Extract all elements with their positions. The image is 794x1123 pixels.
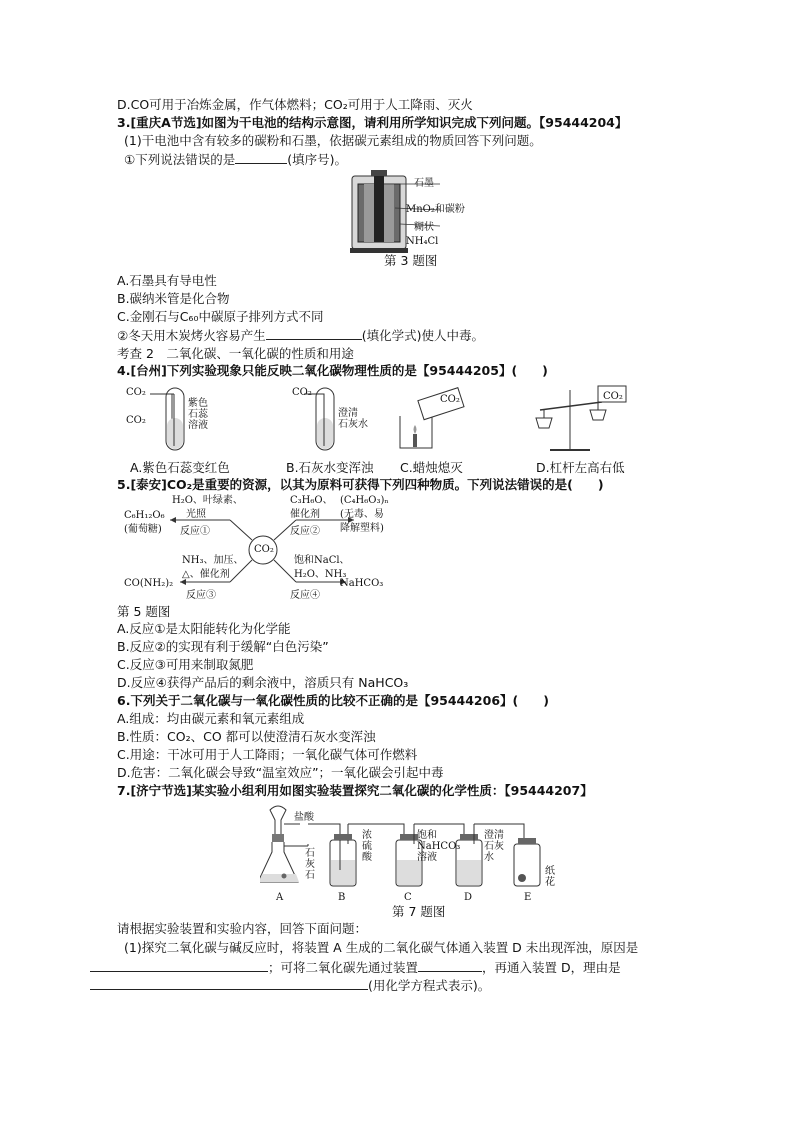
- q4b-gas: CO₂: [292, 387, 312, 398]
- q5-p1-note: (葡萄糖): [124, 524, 162, 535]
- q7-a-solid-2: 灰: [305, 859, 315, 870]
- q7-letter-a: A: [276, 892, 284, 903]
- label-graphite: 石墨: [414, 178, 434, 189]
- q7-d-liquid-1: 澄清: [484, 830, 504, 841]
- q7-b-liquid-1: 浓: [362, 830, 372, 841]
- q7-letter-d: D: [464, 892, 473, 903]
- q7-d-liquid-2: 石灰: [484, 841, 504, 852]
- q4b-liquid-2: 石灰水: [338, 419, 368, 430]
- q5-r2-conditions: C₃H₆O、: [290, 495, 333, 506]
- q7-acid-label: 盐酸: [294, 812, 314, 823]
- fig7-caption: 第 7 题图: [392, 904, 446, 919]
- label-nh4cl: NH₄Cl: [406, 236, 439, 247]
- label-mno2: MnO₂和碳粉: [406, 204, 465, 215]
- q4-option-a: A.紫色石蕊变红色: [130, 460, 230, 475]
- q3-part1-question: [124, 150, 347, 168]
- q5-r2-catalyst: 催化剂: [290, 509, 320, 520]
- q5-r2-label: 反应②: [290, 526, 320, 537]
- q7-d-liquid: [484, 830, 504, 863]
- q7-part1-line3: [90, 976, 490, 994]
- q4b-liquid-label: [338, 408, 368, 430]
- q2-option-d: D.CO可用于冶炼金属，作气体燃料；CO₂可用于人工降雨、灭火: [117, 97, 473, 112]
- q3-part2-suffix: (填化学式)使人中毒。: [361, 328, 484, 343]
- q5-p2-note2: 降解塑料): [340, 523, 384, 534]
- q7-e-item-2: 花: [545, 877, 555, 888]
- q7-c-liquid: [417, 830, 460, 863]
- q4a-liquid-label: [188, 398, 208, 431]
- q4a-gas-mid: CO₂: [126, 415, 146, 426]
- q7-part1-line2: [90, 958, 621, 976]
- q7-stem: 7.[济宁节选]某实验小组利用如图实验装置探究二氧化碳的化学性质：【95444207】: [117, 783, 593, 798]
- q5-option-a: A.反应①是太阳能转化为化学能: [117, 621, 291, 636]
- q3-part1-intro: (1)干电池中含有较多的碳粉和石墨，依据碳元素组成的物质回答下列问题。: [124, 133, 542, 148]
- section-heading: 考查 2 二氧化碳、一氧化碳的性质和用途: [117, 346, 354, 361]
- q7-e-item-1: 纸: [545, 866, 555, 877]
- answer-blank[interactable]: [418, 958, 482, 972]
- q3-part1-prefix: ①下列说法错误的是: [124, 152, 236, 167]
- answer-blank[interactable]: [90, 976, 368, 990]
- q4-option-b: B.石灰水变浑浊: [286, 460, 374, 475]
- q5-option-c: C.反应③可用来制取氮肥: [117, 657, 254, 672]
- q5-r3-heat: △、催化剂: [182, 569, 230, 580]
- q7-part1-mid: ；可将二氧化碳先通过装置: [268, 960, 419, 975]
- q5-p2-note1: (无毒、易: [340, 509, 384, 520]
- q5-r3-conditions: NH₃、加压、: [182, 555, 244, 566]
- q7-letter-b: B: [338, 892, 346, 903]
- q3-stem: 3.[重庆A节选]如图为干电池的结构示意图，请利用所学知识完成下列问题。【95444204】: [117, 115, 628, 130]
- q4c-gas: CO₂: [440, 394, 460, 405]
- q7-b-liquid-3: 酸: [362, 852, 372, 863]
- q7-c-liquid-1: 饱和: [417, 830, 437, 841]
- q7-b-liquid-2: 硫: [362, 841, 372, 852]
- q7-d-liquid-3: 水: [484, 852, 494, 863]
- q6-option-a: A.组成：均由碳元素和氧元素组成: [117, 711, 305, 726]
- answer-blank[interactable]: [235, 150, 287, 164]
- q7-part1: (1)探究二氧化碳与碱反应时，将装置 A 生成的二氧化碳气体通入装置 D 未出现浑浊，原因是: [124, 940, 639, 955]
- q3-part2: [117, 326, 484, 344]
- q4-stem: 4.[台州]下列实验现象只能反映二氧化碳物理性质的是【95444205】( ): [117, 363, 548, 378]
- q7-b-liquid: [362, 830, 372, 863]
- q6-option-b: B.性质：CO₂、CO 都可以使澄清石灰水变浑浊: [117, 729, 376, 744]
- label-paste: 糊状: [414, 222, 434, 233]
- fig3-caption: 第 3 题图: [384, 253, 438, 268]
- q5-r3-label: 反应③: [186, 590, 216, 601]
- q7-c-liquid-3: 溶液: [417, 852, 437, 863]
- q5-r4-water: H₂O、NH₃: [294, 569, 347, 580]
- q6-stem: 6.下列关于二氧化碳与一氧化碳性质的比较不正确的是【95444206】( ): [117, 693, 549, 708]
- q7-a-solid-1: 石: [305, 848, 315, 859]
- q7-a-solid: [305, 848, 315, 881]
- q5-r1-light: 光照: [186, 509, 206, 520]
- q5-r4-label: 反应④: [290, 590, 320, 601]
- q4-option-d: D.杠杆左高右低: [536, 460, 625, 475]
- q6-option-d: D.危害：二氧化碳会导致“温室效应”；一氧化碳会引起中毒: [117, 765, 444, 780]
- q5-r1-conditions: H₂O、叶绿素、: [172, 495, 243, 506]
- q6-option-c: C.用途：干冰可用于人工降雨；一氧化碳气体可作燃料: [117, 747, 418, 762]
- q5-p3: CO(NH₂)₂: [124, 578, 174, 589]
- q5-r1-label: 反应①: [180, 526, 210, 537]
- q3-option-c: C.金刚石与C₆₀中碳原子排列方式不同: [117, 309, 324, 324]
- q3-part1-suffix: (填序号)。: [287, 152, 347, 167]
- q7-e-item: [545, 866, 555, 888]
- q7-c-liquid-2: NaHCO₃: [417, 841, 461, 852]
- q5-p4: NaHCO₃: [340, 578, 384, 589]
- q3-option-a: A.石墨具有导电性: [117, 273, 217, 288]
- q4a-liquid-1: 紫色: [188, 398, 208, 409]
- q4d-gas: CO₂: [603, 391, 623, 402]
- q4a-liquid-3: 溶液: [188, 420, 208, 431]
- q4a-liquid-2: 石蕊: [188, 409, 208, 420]
- answer-blank[interactable]: [90, 958, 268, 972]
- q7-letter-e: E: [524, 892, 532, 903]
- q4-option-c: C.蜡烛熄灭: [400, 460, 463, 475]
- q5-option-b: B.反应②的实现有利于缓解“白色污染”: [117, 639, 329, 654]
- q5-p1: C₆H₁₂O₆: [124, 510, 165, 521]
- q5-center: CO₂: [254, 544, 274, 555]
- q7-intro: 请根据实验装置和实验内容，回答下面问题：: [117, 921, 368, 936]
- q4b-liquid-1: 澄清: [338, 408, 358, 419]
- q5-stem: 5.[泰安]CO₂是重要的资源，以其为原料可获得下列四种物质。下列说法错误的是( ): [117, 477, 604, 492]
- q5-p2: (C₄H₆O₃)ₙ: [340, 495, 389, 506]
- q7-part1-end: (用化学方程式表示)。: [368, 978, 491, 993]
- q5-option-d: D.反应④获得产品后的剩余液中，溶质只有 NaHCO₃: [117, 675, 409, 690]
- q3-option-b: B.碳纳米管是化合物: [117, 291, 230, 306]
- q7-a-solid-3: 石: [305, 870, 315, 881]
- q4a-gas-top: CO₂: [126, 387, 146, 398]
- q5-r4-conditions: 饱和NaCl、: [294, 555, 350, 566]
- q7-letter-c: C: [404, 892, 412, 903]
- answer-blank[interactable]: [266, 326, 362, 340]
- fig5-caption: 第 5 题图: [117, 604, 171, 619]
- q3-part2-prefix: ②冬天用木炭烤火容易产生: [117, 328, 266, 343]
- q7-part1-post: ，再通入装置 D，理由是: [482, 960, 621, 975]
